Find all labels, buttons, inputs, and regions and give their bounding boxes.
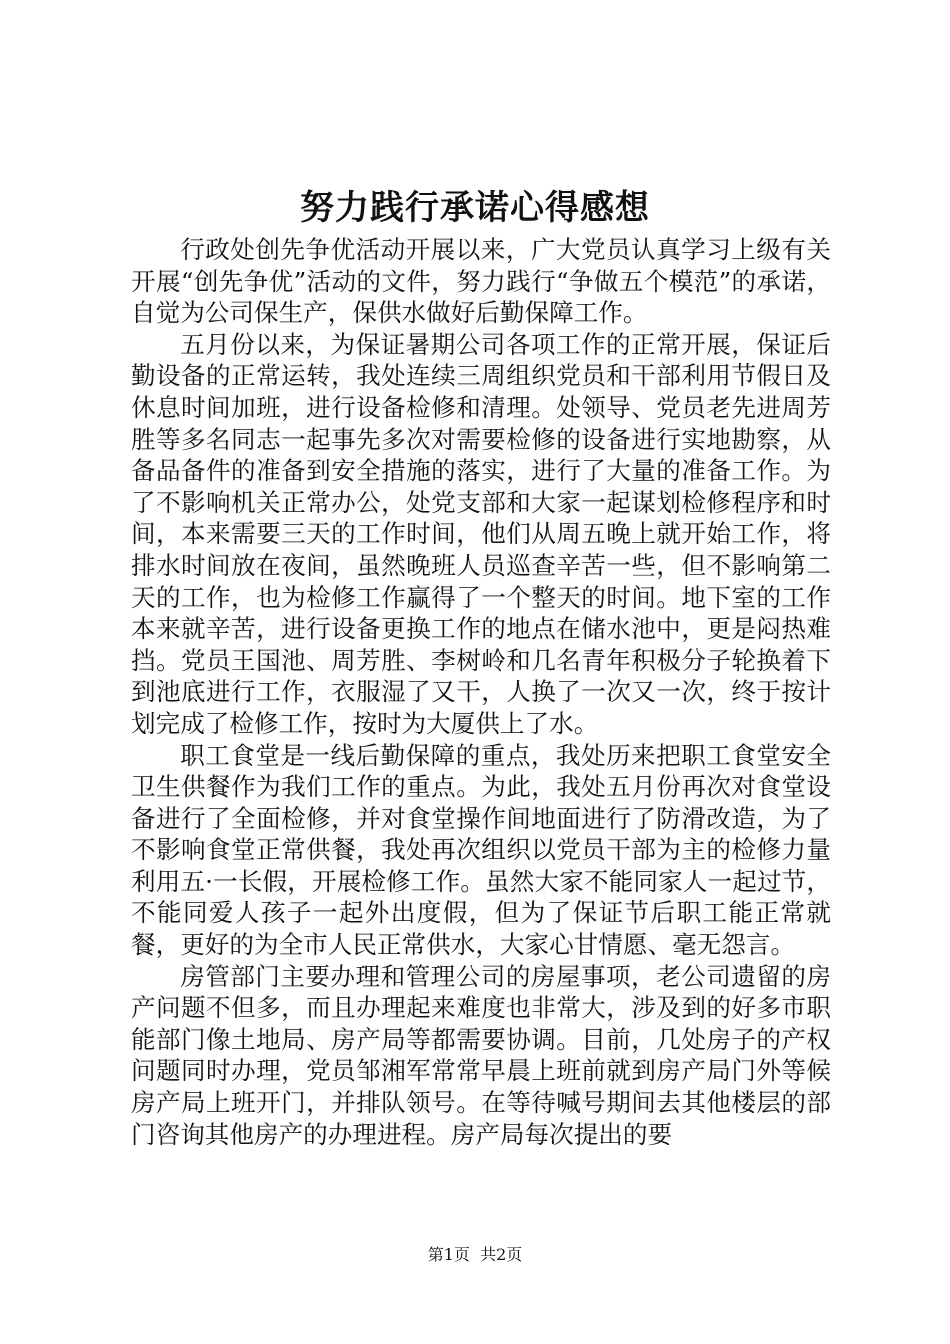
document-body [131, 234, 831, 1187]
page-current: 第1页 [427, 1245, 470, 1264]
page-total: 共2页 [480, 1245, 523, 1264]
paragraph-3: 职工食堂是一线后勤保障的重点，我处历来把职工食堂安全卫生供餐作为我们工作的重点。为此，我处五月份再次对食堂设备进行了全面检修，并对食堂操作间地面进行了防滑改造，为了不影响食堂正常供餐，我处再次组织以党员干部为主的检修力量利用五·一长假，开展检修工作。虽然大家不能同家人一起过节，不能同爱人孩子一起外出度假，但为了保证节后职工能正常就餐，更好的为全市人民正常供水，大家心甘情愿、毫无怨言。 [131, 740, 831, 960]
document-title: 努力践行承诺心得感想 [300, 188, 650, 228]
paragraph-1: 行政处创先争优活动开展以来，广大党员认真学习上级有关开展“创先争优”活动的文件，努力践行“争做五个模范”的承诺，自觉为公司保生产，保供水做好后勤保障工作。 [131, 235, 831, 328]
paragraph-4: 房管部门主要办理和管理公司的房屋事项，老公司遗留的房产问题不但多，而且办理起来难度也非常大，涉及到的好多市职能部门像土地局、房产局等都需要协调。目前，几处房子的产权问题同时办理，党员邹湘军常常早晨上班前就到房产局门外等候房产局上班开门，并排队领号。在等待喊号期间去其他楼层的部门咨询其他房产的办理进程。房产局每次提出的要 [131, 961, 831, 1149]
paragraph-2: 五月份以来，为保证暑期公司各项工作的正常开展，保证后勤设备的正常运转，我处连续三周组织党员和干部利用节假日及休息时间加班，进行设备检修和清理。处领导、党员老先进周芳胜等多名同志一起事先多次对需要检修的设备进行实地勘察，从备品备件的准备到安全措施的落实，进行了大量的准备工作。为了不影响机关正常办公，处党支部和大家一起谋划检修程序和时间，本来需要三天的工作时间，他们从周五晚上就开始工作，将排水时间放在夜间，虽然晚班人员巡查辛苦一些，但不影响第二天的工作，也为检修工作赢得了一个整天的时间。地下室的工作本来就辛苦，进行设备更换工作的地点在储水池中，更是闷热难挡。党员王国池、周芳胜、李树岭和几名青年积极分子轮换着下到池底进行工作，衣服湿了又干，人换了一次又一次，终于按计划完成了检修工作，按时为大厦供上了水。 [131, 329, 831, 738]
page-footer-separator [470, 1245, 480, 1264]
page-number-footer [0, 1244, 950, 1266]
